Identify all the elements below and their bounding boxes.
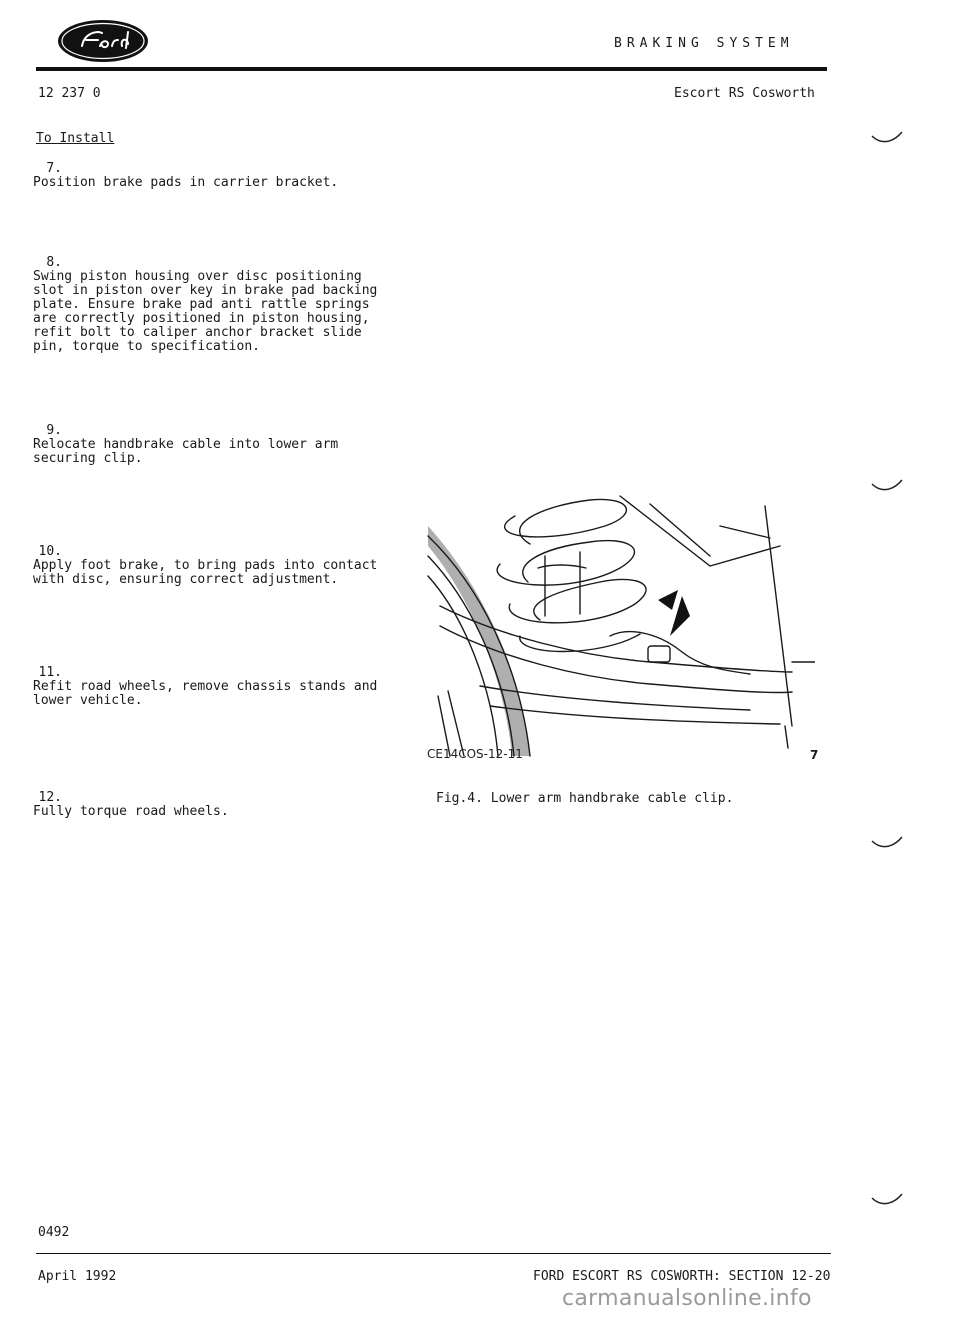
figure-caption: Fig.4. Lower arm handbrake cable clip. — [436, 791, 734, 806]
step-text: Refit road wheels, remove chassis stands and lower vehicle. — [33, 679, 378, 708]
model-name: Escort RS Cosworth — [674, 86, 815, 101]
step-text: Swing piston housing over disc positioning slot in piston over key in brake pad backing plate. Ensure brake pad anti rattle springs are correctly positioned in piston housing, refit bolt to caliper anchor bracket slide pin, torque to specification. — [33, 269, 378, 354]
section-heading: To Install — [36, 131, 115, 146]
step-8 — [32, 256, 412, 354]
step-text: Fully torque road wheels. — [33, 804, 229, 819]
margin-tick-icon — [870, 1192, 904, 1208]
margin-tick-icon — [870, 835, 904, 851]
step-number: 7. — [46, 161, 62, 176]
footer-date: April 1992 — [38, 1269, 117, 1284]
figure-code: CE14COS-12-11 — [427, 747, 523, 761]
lower-arm-illustration — [420, 486, 815, 768]
step-9 — [32, 424, 412, 466]
ford-logo — [56, 18, 150, 64]
header-title: BRAKING SYSTEM — [614, 36, 794, 51]
site-watermark: carmanualsonline.info — [562, 1286, 812, 1311]
step-number: 8. — [46, 255, 62, 270]
footer-section: FORD ESCORT RS COSWORTH: SECTION 12-20 — [533, 1269, 831, 1284]
step-number: 11. — [38, 665, 62, 680]
step-number: 9. — [46, 423, 62, 438]
step-10 — [32, 545, 412, 587]
header-rule — [36, 67, 827, 71]
step-text: Relocate handbrake cable into lower arm securing clip. — [33, 437, 339, 466]
page-code: 0492 — [38, 1225, 70, 1240]
step-11 — [32, 666, 412, 708]
step-7 — [32, 162, 412, 190]
doc-number: 12 237 0 — [38, 86, 101, 101]
footer-rule — [36, 1253, 831, 1254]
figure-mark: 7 — [810, 748, 819, 762]
margin-tick-icon — [870, 478, 904, 494]
step-12 — [32, 791, 412, 819]
step-number: 12. — [38, 790, 62, 805]
step-number: 10. — [38, 544, 62, 559]
margin-tick-icon — [870, 130, 904, 146]
step-text: Position brake pads in carrier bracket. — [33, 175, 339, 190]
step-text: Apply foot brake, to bring pads into contact with disc, ensuring correct adjustment. — [33, 558, 378, 587]
